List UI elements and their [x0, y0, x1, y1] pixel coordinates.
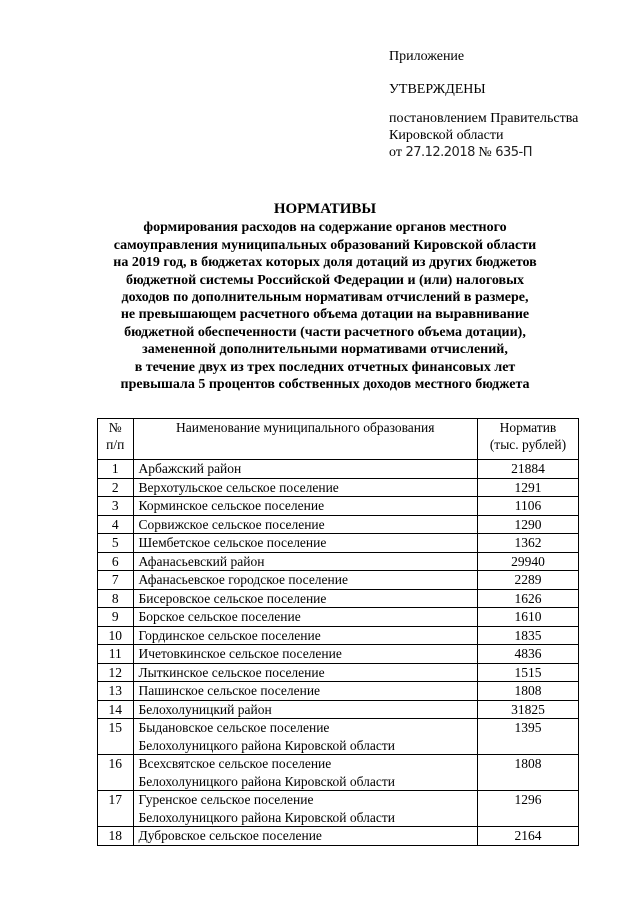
table-row: [98, 497, 579, 516]
row-name: Афанасьевский район: [133, 552, 477, 571]
row-number: 6: [98, 552, 134, 571]
row-name: Афанасьевское городское поселение: [133, 571, 477, 590]
row-value: 1291: [477, 478, 578, 497]
row-value: 21884: [477, 460, 578, 479]
table-row: [98, 608, 579, 627]
table-row: [98, 827, 579, 846]
row-value: 1106: [477, 497, 578, 516]
row-name: Верхотульское сельское поселение: [133, 478, 477, 497]
table-row: [98, 645, 579, 664]
header-norm: Норматив (тыс. рублей): [477, 419, 578, 460]
row-number: 4: [98, 515, 134, 534]
row-name: Корминское сельское поселение: [133, 497, 477, 516]
table-row: [98, 663, 579, 682]
row-number: 15: [98, 719, 134, 755]
document-title: [70, 201, 580, 393]
row-value: 1362: [477, 534, 578, 553]
row-number: 5: [98, 534, 134, 553]
row-number: 18: [98, 827, 134, 846]
row-number: 13: [98, 682, 134, 701]
table-row: [98, 478, 579, 497]
row-number: 12: [98, 663, 134, 682]
title-line: бюджетной обеспеченности (части расчетного объема дотации),: [124, 324, 526, 340]
table-row: [98, 515, 579, 534]
row-value: 1626: [477, 589, 578, 608]
row-name: [133, 791, 477, 827]
table-row: [98, 682, 579, 701]
resolution-line-2: Кировской области: [389, 128, 504, 143]
row-value: 1610: [477, 608, 578, 627]
row-value: 1296: [477, 791, 578, 827]
row-name: Лыткинское сельское поселение: [133, 663, 477, 682]
row-value: 29940: [477, 552, 578, 571]
row-value: 1808: [477, 682, 578, 701]
row-number: 2: [98, 478, 134, 497]
row-number: 1: [98, 460, 134, 479]
table-row: [98, 589, 579, 608]
row-name-line-2: Белохолуницкого района Кировской области: [138, 773, 395, 789]
table-row: [98, 755, 579, 791]
handwritten-number: 635-П: [495, 145, 533, 160]
row-number: 9: [98, 608, 134, 627]
row-value: 1515: [477, 663, 578, 682]
appendix-label: Приложение: [389, 49, 465, 64]
row-name: [133, 719, 477, 755]
title-line: формирования расходов на содержание органов местного: [143, 220, 507, 236]
row-value: 1835: [477, 626, 578, 645]
table-row: [98, 626, 579, 645]
title-line: в течение двух из трех последних отчетных финансовых лет: [134, 359, 516, 375]
table-row: [98, 552, 579, 571]
resolution-line-1: постановлением Правительства: [389, 111, 579, 126]
row-name: Арбажский район: [133, 460, 477, 479]
row-number: 10: [98, 626, 134, 645]
number-prefix: №: [478, 145, 492, 160]
table-header-row: [98, 419, 579, 460]
row-number: 11: [98, 645, 134, 664]
row-name: Бисеровское сельское поселение: [133, 589, 477, 608]
row-name-line-1: Всехсвятское сельское поселение: [138, 756, 332, 771]
row-value: 1395: [477, 719, 578, 755]
row-number: 16: [98, 755, 134, 791]
row-number: 17: [98, 791, 134, 827]
table-row: [98, 460, 579, 479]
table-row: [98, 719, 579, 755]
header-number: № п/п: [98, 419, 134, 460]
approval-block: [389, 48, 629, 161]
row-name-line-1: Гуренское сельское поселение: [138, 792, 314, 807]
title-line: не превышающем расчетного объема дотации на выравнивание: [120, 307, 530, 323]
row-number: 7: [98, 571, 134, 590]
row-value: 4836: [477, 645, 578, 664]
row-name-line-2: Белохолуницкого района Кировской области: [138, 809, 395, 825]
table-row: [98, 534, 579, 553]
row-name: Шембетское сельское поселение: [133, 534, 477, 553]
row-value: 1808: [477, 755, 578, 791]
row-name: Белохолуницкий район: [133, 700, 477, 719]
row-value: 31825: [477, 700, 578, 719]
title-line: доходов по дополнительным нормативам отчислений в размере,: [121, 290, 529, 306]
row-number: 8: [98, 589, 134, 608]
row-name: Ичетовкинское сельское поселение: [133, 645, 477, 664]
normatives-table: [97, 418, 579, 846]
title-line: бюджетной системы Российской Федерации и (или) налоговых: [125, 272, 525, 288]
row-value: 2289: [477, 571, 578, 590]
row-name-line-2: Белохолуницкого района Кировской области: [138, 737, 395, 753]
approved-label: УТВЕРЖДЕНЫ: [389, 82, 486, 97]
row-number: 3: [98, 497, 134, 516]
row-name: Гординское сельское поселение: [133, 626, 477, 645]
table-row: [98, 791, 579, 827]
row-name: Борское сельское поселение: [133, 608, 477, 627]
row-name: [133, 755, 477, 791]
row-name: Сорвижское сельское поселение: [133, 515, 477, 534]
header-name: Наименование муниципального образования: [133, 419, 477, 460]
row-number: 14: [98, 700, 134, 719]
title-line: на 2019 год, в бюджетах которых доля дотаций из других бюджетов: [113, 255, 537, 271]
title-line: превышала 5 процентов собственных доходов местного бюджета: [120, 377, 530, 393]
date-prefix: от: [389, 145, 402, 160]
resolution-date-line: [389, 144, 629, 161]
row-name-line-1: Быдановское сельское поселение: [138, 720, 330, 735]
row-value: 1290: [477, 515, 578, 534]
table-row: [98, 571, 579, 590]
row-name: Пашинское сельское поселение: [133, 682, 477, 701]
title-heading: НОРМАТИВЫ: [273, 201, 377, 217]
row-name: Дубровское сельское поселение: [133, 827, 477, 846]
row-value: 2164: [477, 827, 578, 846]
title-line: самоуправления муниципальных образований Кировской области: [113, 237, 537, 253]
handwritten-date: 27.12.2018: [405, 145, 475, 160]
title-line: замененной дополнительными нормативами отчислений,: [142, 342, 508, 358]
table-row: [98, 700, 579, 719]
